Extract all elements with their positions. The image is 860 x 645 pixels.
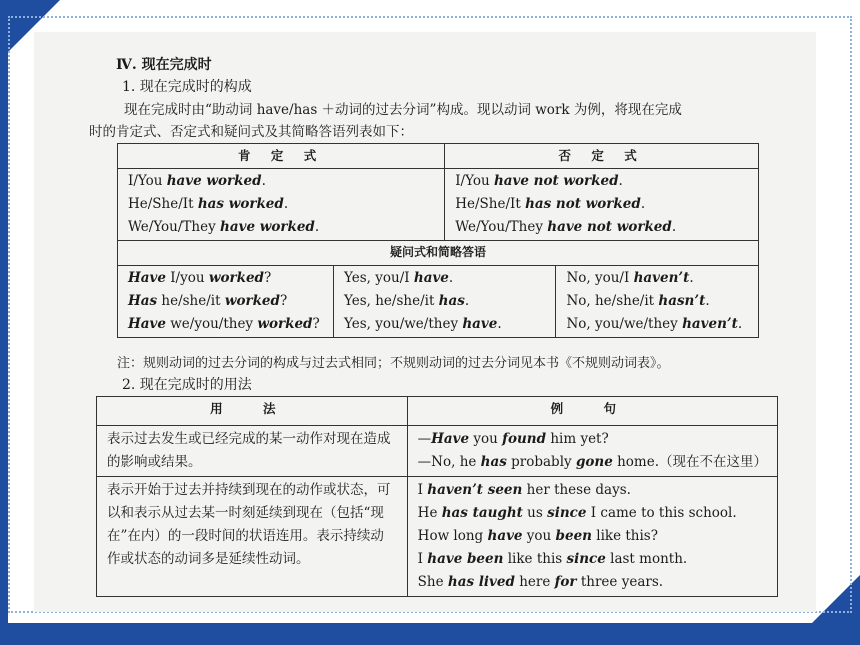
affirmative-line: I/You have worked. — [128, 173, 266, 189]
intro-line-2: 时的肯定式、否定式和疑问式及其简略答语列表如下： — [89, 124, 413, 140]
affirmative-header: 肯 定 式 — [118, 144, 445, 169]
question-header: 疑问式和简略答语 — [118, 241, 759, 266]
no-answer-cell — [556, 266, 759, 338]
question-cell — [118, 266, 334, 338]
subheading-structure: 1. 现在完成时的构成 — [122, 79, 252, 95]
example-line: How long have you been like this? — [417, 528, 658, 544]
example-line: —Have you found him yet? — [417, 431, 609, 447]
example-line: She has lived here for three years. — [417, 574, 664, 590]
no-answer-line: No, you/we/they haven’t. — [566, 316, 743, 332]
form-table — [117, 143, 759, 338]
example-line: He has taught us since I came to this school. — [417, 505, 737, 521]
question-line: Have we/you/they worked? — [128, 316, 320, 332]
negative-header: 否 定 式 — [445, 144, 759, 169]
subheading-usage: 2. 现在完成时的用法 — [122, 377, 252, 393]
no-answer-line: No, you/I haven’t. — [566, 270, 694, 286]
question-line: Has he/she/it worked? — [128, 293, 288, 309]
negative-line: We/You/They have not worked. — [455, 219, 677, 235]
negative-cell — [445, 169, 759, 241]
negative-line: I/You have not worked. — [455, 173, 623, 189]
question-line: Have I/you worked? — [128, 270, 272, 286]
intro-line-1: 现在完成时由“助动词 have/has ＋动词的过去分词”构成。现以动词 work 为例，将现在完成 — [124, 102, 682, 118]
negative-line: He/She/It has not worked. — [455, 196, 646, 212]
frame-left-bar — [0, 0, 8, 645]
affirmative-cell — [118, 169, 445, 241]
yes-answer-line: Yes, he/she/it has. — [344, 293, 470, 309]
example-line: —No, he has probably gone home.（现在不在这里） — [417, 454, 767, 470]
yes-answer-line: Yes, you/we/they have. — [344, 316, 502, 332]
example-cell — [407, 477, 777, 597]
affirmative-line: We/You/They have worked. — [128, 219, 320, 235]
usage-table — [96, 396, 778, 597]
usage-cell: 表示过去发生或已经完成的某一动作对现在造成的影响或结果。 — [97, 426, 408, 477]
footnote: 注：规则动词的过去分词的构成与过去式相同；不规则动词的过去分词见本书《不规则动词表》。 — [117, 356, 670, 371]
example-header: 例 句 — [407, 397, 777, 426]
textbook-page — [34, 32, 816, 612]
yes-answer-line: Yes, you/I have. — [344, 270, 454, 286]
frame-bottom-bar — [0, 623, 860, 645]
example-line: I have been like this since last month. — [417, 551, 688, 567]
yes-answer-cell — [334, 266, 556, 338]
usage-cell: 表示开始于过去并持续到现在的动作或状态，可以和表示从过去某一时刻延续到现在（包括“现在”在内）的一段时间的状语连用。表示持续动作或状态的动词多是延续性动词。 — [97, 477, 408, 597]
affirmative-line: He/She/It has worked. — [128, 196, 289, 212]
section-heading: Ⅳ. 现在完成时 — [116, 57, 212, 73]
no-answer-line: No, he/she/it hasn’t. — [566, 293, 710, 309]
usage-header: 用 法 — [97, 397, 408, 426]
example-cell — [407, 426, 777, 477]
example-line: I haven’t seen her these days. — [417, 482, 631, 498]
